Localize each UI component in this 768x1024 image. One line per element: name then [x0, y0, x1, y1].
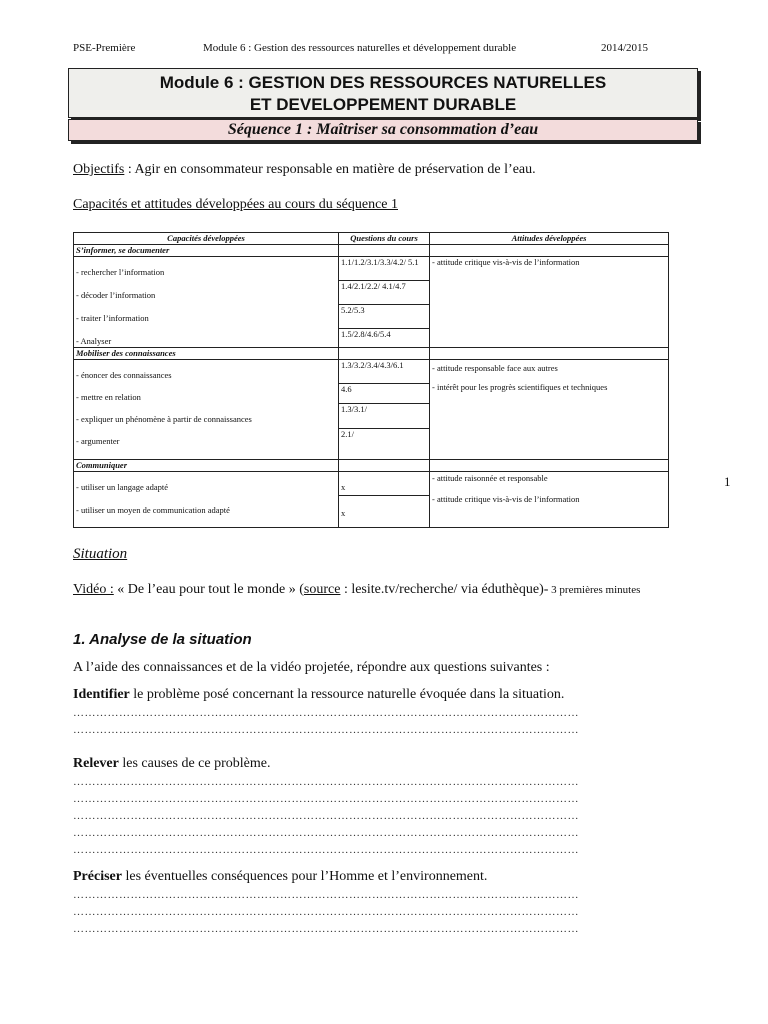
question-preciser [73, 869, 487, 885]
analyse-heading: 1. Analyse de la situation [73, 631, 252, 648]
list-item: - rechercher l’information [76, 267, 165, 277]
list-item: - traiter l’information [76, 313, 149, 323]
answer-line[interactable]: …………………………………………………………………………………………………………………… [73, 906, 579, 918]
question-verb: Préciser [73, 869, 122, 884]
sequence-title: Séquence 1 : Maîtriser sa consommation d’eau [68, 119, 698, 141]
question-ref: 2.1/ [341, 429, 354, 439]
module-title-line1: Module 6 : GESTION DES RESSOURCES NATURELLES [159, 73, 607, 92]
header-left: PSE-Première [73, 42, 136, 54]
section-items-informer [74, 257, 339, 348]
capacites-table [73, 232, 669, 528]
question-ref: 4.6 [339, 384, 429, 404]
page-number: 1 [724, 474, 731, 489]
question-ref: 1.4/2.1/2.2/ 4.1/4.7 [339, 281, 429, 305]
question-ref: 5.2/5.3 [339, 305, 429, 329]
question-ref: 1.3/3.2/3.4/4.3/6.1 [339, 360, 429, 384]
list-item: - décoder l’information [76, 290, 156, 300]
list-item: - énoncer des connaissances [76, 370, 172, 380]
section-questions-mobiliser [339, 360, 430, 460]
list-item: - argumenter [76, 436, 120, 446]
list-item: - utiliser un moyen de communication adapté [76, 505, 230, 515]
answer-line[interactable]: …………………………………………………………………………………………………………………… [73, 810, 579, 822]
list-item: - expliquer un phénomène à partir de connaissances [76, 414, 252, 424]
section-attitudes-mobiliser [430, 360, 669, 460]
question-relever [73, 756, 270, 772]
question-ref: 1.5/2.8/4.6/5.4 [341, 329, 391, 339]
question-identifier [73, 687, 564, 703]
objectifs-line [73, 162, 536, 178]
answer-line[interactable]: …………………………………………………………………………………………………………………… [73, 923, 579, 935]
module-title-line2: ET DEVELOPPEMENT DURABLE [249, 95, 517, 114]
section-title-informer: S’informer, se documenter [74, 245, 339, 257]
module-title-box [68, 68, 698, 118]
situation-heading: Situation [73, 546, 128, 562]
section-attitudes-informer [430, 257, 669, 348]
section-attitudes-communiquer [430, 472, 669, 528]
answer-line[interactable]: …………………………………………………………………………………………………………………… [73, 889, 579, 901]
attitude-item: - attitude raisonnée et responsable [432, 473, 548, 483]
source-text: : lesite.tv/recherche/ via éduthèque)- [340, 582, 549, 597]
answer-line[interactable]: …………………………………………………………………………………………………………………… [73, 844, 579, 856]
attitude-item: - attitude critique vis-à-vis de l’information [432, 494, 580, 504]
answer-line[interactable]: …………………………………………………………………………………………………………………… [73, 776, 579, 788]
section-questions-communiquer [339, 472, 430, 528]
col-header-capacites: Capacités développées [74, 233, 339, 245]
header-center: Module 6 : Gestion des ressources naturelles et développement durable [203, 42, 517, 54]
question-verb: Relever [73, 756, 119, 771]
section-questions-informer [339, 257, 430, 348]
attitude-item: - attitude critique vis-à-vis de l’information [432, 257, 580, 267]
section-items-mobiliser [74, 360, 339, 460]
question-verb: Identifier [73, 687, 130, 702]
question-ref: 1.3/3.1/ [339, 404, 429, 429]
question-text: les éventuelles conséquences pour l’Homme et l’environnement. [121, 869, 488, 884]
capacites-heading: Capacités et attitudes développées au cours du séquence 1 [73, 197, 398, 212]
video-label: Vidéo : [73, 582, 114, 597]
question-text: les causes de ce problème. [118, 756, 271, 771]
answer-line[interactable]: …………………………………………………………………………………………………………………… [73, 707, 579, 719]
section-title-communiquer: Communiquer [74, 460, 339, 472]
question-ref: 1.1/1.2/3.1/3.3/4.2/ 5.1 [339, 257, 429, 281]
list-item: - Analyser [76, 336, 112, 346]
header-right: 2014/2015 [601, 42, 649, 54]
section-title-mobiliser: Mobiliser des connaissances [74, 348, 339, 360]
list-item: - mettre en relation [76, 392, 141, 402]
answer-line[interactable]: …………………………………………………………………………………………………………………… [73, 724, 579, 736]
question-text: le problème posé concernant la ressource naturelle évoquée dans la situation. [129, 687, 565, 702]
objectifs-text: : Agir en consommateur responsable en matière de préservation de l’eau. [124, 162, 536, 177]
video-duration: 3 premières minutes [548, 584, 641, 596]
answer-line[interactable]: …………………………………………………………………………………………………………………… [73, 793, 579, 805]
source-label: source [303, 582, 341, 597]
answer-line[interactable]: …………………………………………………………………………………………………………………… [73, 827, 579, 839]
section-items-communiquer [74, 472, 339, 528]
objectifs-label: Objectifs [73, 162, 125, 177]
question-ref: x [339, 472, 429, 496]
list-item: - utiliser un langage adapté [76, 482, 169, 492]
question-ref: x [341, 508, 346, 518]
attitude-item: - intérêt pour les progrès scientifiques et techniques [432, 382, 608, 392]
video-title: « De l’eau pour tout le monde » ( [113, 582, 304, 597]
analyse-intro: A l’aide des connaissances et de la vidéo projetée, répondre aux questions suivantes : [73, 660, 550, 675]
col-header-questions: Questions du cours [339, 233, 430, 245]
attitude-item: - attitude responsable face aux autres [432, 363, 558, 373]
video-line [73, 582, 640, 598]
col-header-attitudes: Attitudes développées [430, 233, 669, 245]
